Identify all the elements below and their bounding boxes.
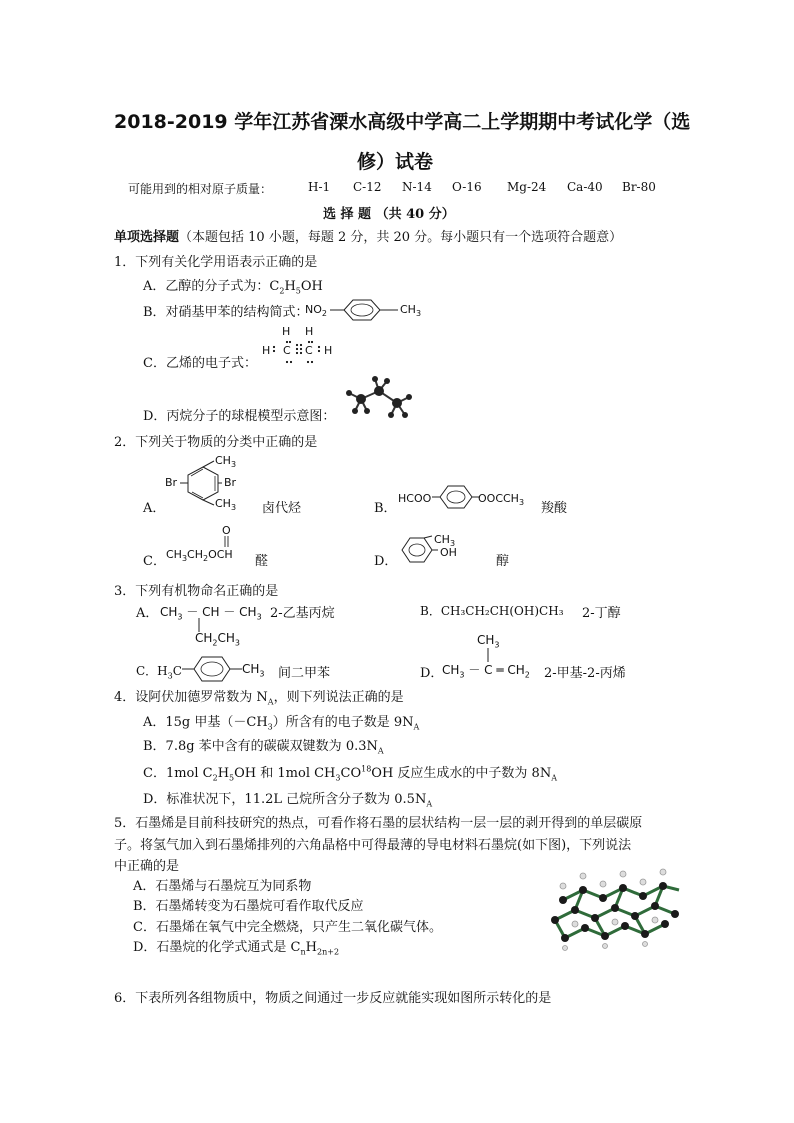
q4-stem-sub: A — [267, 697, 274, 707]
q3-stem: 3．下列有机物命名正确的是 — [114, 584, 279, 599]
q2-a-ch3-top-sub: 3 — [230, 460, 237, 470]
q1-c-electron-dots — [260, 336, 340, 368]
q5-d-text: D．石墨烷的化学式通式是 C — [133, 940, 301, 955]
q2-a-br-left: Br — [165, 476, 178, 489]
q2-b-label: B． — [374, 501, 397, 516]
q3-a-label: A． — [136, 606, 159, 621]
q1-c-h-top1: H — [282, 325, 291, 338]
q5-d-h: H — [305, 940, 318, 955]
q1-option-a — [143, 275, 323, 296]
q1-a-sub2: 5 — [295, 286, 301, 296]
q1-b-ch3-text: CH — [400, 303, 416, 316]
q3-b-option: B．CH₃CH₂CH(OH)CH₃ — [420, 604, 564, 618]
q5-graphane-lattice-image — [545, 860, 685, 950]
q3-a-main: $CH_3$ － CH － $CH_3$ — [160, 605, 262, 622]
q2-b-right-text: OOCCH — [478, 492, 519, 505]
section-intro-rest: （本题包括 10 小题，每题 2 分，共 20 分。每小题只有一个选项符合题意） — [179, 230, 623, 245]
q1-b-ch3-sub: 3 — [415, 309, 422, 319]
q4-d-text: D．标准状况下，11.2L 己烷所含分子数为 0.5N — [143, 792, 427, 807]
q3-b-name: 2-丁醇 — [582, 606, 621, 621]
q1-c-c2: C — [305, 344, 313, 357]
q1-b-no2-text: NO — [305, 303, 322, 316]
q2-b-benzene — [432, 480, 480, 514]
q2-a-ch3-top — [215, 454, 236, 469]
q5-option-a: A．石墨烯与石墨烷互为同系物 — [133, 879, 312, 894]
q2-d-label: D． — [374, 554, 398, 569]
q4-b-sub: A — [377, 746, 384, 756]
q2-b-class: 羧酸 — [541, 501, 568, 516]
q2-b-left: HCOO — [398, 492, 432, 505]
q2-c-label: C． — [143, 554, 166, 569]
q4-a-text: A．15g 甲基（－CH — [143, 715, 268, 730]
q4-c-mid3: CO — [340, 766, 362, 781]
q3-d-ch3-top: $CH_3$ — [477, 633, 500, 650]
q4-stem — [114, 686, 404, 707]
q2-a-ch3-top-text: CH — [215, 454, 231, 467]
q1-c-h-top2: H — [305, 325, 314, 338]
q4-c-mid1: H — [217, 766, 230, 781]
q4-option-d — [143, 788, 432, 809]
q3-d-label: D． — [420, 666, 444, 681]
q3-a-branch: $CH_2CH_3$ — [195, 631, 240, 648]
q5-d-sub: 2n+2 — [317, 947, 340, 957]
q4-c-sub: A — [551, 773, 557, 783]
q4-stem-rest: ，则下列说法正确的是 — [273, 690, 404, 705]
q3-d-bond — [486, 648, 490, 662]
q2-a-ch3-bottom — [215, 497, 236, 512]
q1-c-h-right: H — [324, 344, 333, 357]
page-title-line2: 修）试卷 — [357, 151, 434, 173]
q2-d-oh: OH — [440, 546, 457, 559]
section-title: 选 择 题 （共 40 分） — [323, 207, 455, 222]
q3-d-name: 2-甲基-2-丙烯 — [544, 666, 626, 681]
q2-a-br-right: Br — [224, 476, 237, 489]
q3-d-main: $CH_3 - C$ ═ $CH_2$ — [442, 663, 530, 680]
q1-a-sub1: 2 — [279, 286, 285, 296]
q2-c-o: O — [222, 524, 231, 537]
q4-a-sub: 3 — [267, 722, 273, 732]
q3-c-label: C．$H_3C$ — [136, 664, 182, 681]
q3-c-name: 间二甲苯 — [278, 666, 331, 681]
q4-a-end-sub: A — [413, 722, 420, 732]
q2-c-class: 醛 — [255, 554, 269, 569]
q4-d-sub: A — [426, 799, 433, 809]
q2-c-formula: $CH_3CH_2OCH$ — [166, 548, 233, 564]
q1-b-no2 — [305, 303, 327, 318]
section-intro-bold: 单项选择题 — [114, 230, 180, 245]
q1-b-ch3 — [400, 303, 421, 318]
q2-a-ch3-bottom-sub: 3 — [230, 503, 237, 513]
q1-option-b: B．对硝基甲苯的结构简式： — [143, 305, 309, 320]
q4-option-b — [143, 735, 384, 756]
section-intro — [114, 226, 622, 245]
q4-option-c: C．1mol $C_2H_5OH$ 和 1mol $CH_3CO^{18}OH$ 反应生成水的中子数为 $8N_A$ — [143, 764, 557, 783]
atomic-mass-mg: Mg-24 — [507, 180, 547, 194]
q1-c-h-left: H — [262, 344, 271, 357]
q3-c-ch3-text: CH — [242, 662, 260, 676]
q4-c-rest: OH 反应生成水的中子数为 8N — [371, 766, 552, 781]
atomic-mass-c: C-12 — [353, 180, 382, 194]
q1-b-benzene-structure — [330, 295, 410, 325]
q3-c-ch3: $CH_3$ — [242, 662, 265, 679]
q3-d-ch3-top-text: CH — [477, 633, 495, 647]
q4-c-text: C．1mol C — [143, 766, 213, 781]
q1-c-c1: C — [283, 344, 291, 357]
q2-stem: 2．下列关于物质的分类中正确的是 — [114, 435, 318, 450]
page-title-line1: 2018-2019 学年江苏省溧水高级中学高二上学期期中考试化学（选 — [114, 111, 691, 133]
q4-a-rest: ）所含有的电子数是 9N — [272, 715, 414, 730]
q5-stem-line3: 中正确的是 — [114, 859, 180, 874]
q1-a-oh: OH — [300, 279, 323, 294]
q2-d-class: 醇 — [496, 554, 510, 569]
atomic-mass-h: H-1 — [308, 180, 331, 194]
q3-c-benzene — [182, 652, 250, 686]
q1-stem: 1．下列有关化学用语表示正确的是 — [114, 255, 318, 270]
q5-stem-line1: 5．石墨烯是目前科技研究的热点，可看作将石墨的层状结构一层一层的剥开得到的单层碳原 — [114, 816, 643, 831]
q1-d-ball-stick-model — [343, 375, 415, 421]
q2-c-carbonyl-bond — [223, 536, 231, 548]
q3-a-bond — [197, 618, 201, 632]
q5-option-d — [133, 936, 339, 957]
q2-b-right-sub: 3 — [518, 498, 525, 508]
q5-stem-line2: 子。将氢气加入到石墨烯排列的六角晶格中可得最薄的导电材料石墨烷(如下图)，下列说法 — [114, 838, 632, 853]
q2-b-right — [478, 492, 524, 507]
atomic-mass-n: N-14 — [402, 180, 432, 194]
q2-d-ch3: $CH_3$ — [434, 533, 456, 549]
atomic-mass-ca: Ca-40 — [567, 180, 603, 194]
q6-stem: 6．下表所列各组物质中，物质之间通过一步反应就能实现如图所示转化的是 — [114, 991, 552, 1006]
q1-a-h: H — [284, 279, 296, 294]
q4-option-a — [143, 711, 419, 732]
atomic-mass-o: O-16 — [452, 180, 482, 194]
q5-d-n: n — [300, 947, 306, 957]
q1-a-text: A．乙醇的分子式为：C — [143, 279, 280, 294]
atomic-masses-label: 可能用到的相对原子质量： — [128, 182, 273, 196]
q3-a-name: 2-乙基丙烷 — [270, 606, 335, 621]
q2-a-label: A． — [143, 501, 166, 516]
q4-c-mid2: OH 和 1mol CH — [234, 766, 336, 781]
q4-stem-text: 4．设阿伏加德罗常数为 N — [114, 690, 268, 705]
q2-a-class: 卤代烃 — [262, 501, 302, 516]
q5-option-c: C．石墨烯在氧气中完全燃烧，只产生二氧化碳气体。 — [133, 920, 442, 935]
q4-b-text: B．7.8g 苯中含有的碳碳双键数为 0.3N — [143, 739, 378, 754]
q1-b-no2-sub: 2 — [321, 309, 327, 319]
atomic-mass-br: Br-80 — [622, 180, 656, 194]
q2-a-ch3-bottom-text: CH — [215, 497, 231, 510]
q1-option-c: C．乙烯的电子式： — [143, 356, 257, 371]
q3-c-label-text: C．H — [136, 664, 168, 678]
q5-option-b: B．石墨烯转变为石墨烷可看作取代反应 — [133, 899, 364, 914]
q4-c-sup18: 18 — [361, 764, 372, 774]
q1-option-d: D．丙烷分子的球棍模型示意图： — [143, 409, 336, 424]
